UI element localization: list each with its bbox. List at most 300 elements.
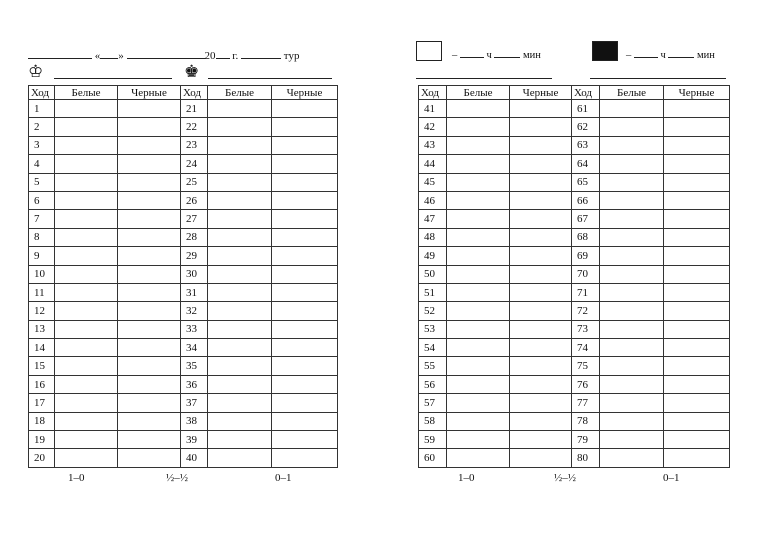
white-move-cell[interactable] <box>208 265 272 283</box>
black-hours-field[interactable] <box>634 48 658 58</box>
col-white: Белые <box>55 86 118 100</box>
black-move-cell[interactable] <box>272 136 338 154</box>
white-move-cell[interactable] <box>208 357 272 375</box>
white-move-cell[interactable] <box>208 431 272 449</box>
white-king-icon: ♔ <box>28 62 44 81</box>
col-white: Белые <box>208 86 272 100</box>
black-move-cell[interactable] <box>118 228 181 246</box>
move-number: 2 <box>29 118 55 136</box>
white-clock-time: – ч мин <box>452 50 541 61</box>
black-clock-time: – ч мин <box>626 50 715 61</box>
white-move-cell[interactable] <box>55 265 118 283</box>
white-move-cell[interactable] <box>55 375 118 393</box>
table-row <box>419 265 730 283</box>
table-row <box>29 283 338 301</box>
black-move-cell[interactable] <box>118 431 181 449</box>
move-number: 15 <box>29 357 55 375</box>
black-move-cell[interactable] <box>510 173 572 191</box>
black-move-cell[interactable] <box>510 265 572 283</box>
white-move-cell[interactable] <box>447 283 510 301</box>
black-move-cell[interactable] <box>272 449 338 467</box>
black-move-cell[interactable] <box>664 210 730 228</box>
move-number: 18 <box>29 412 55 430</box>
table-row <box>29 173 338 191</box>
table-row <box>29 191 338 209</box>
white-hours-field[interactable] <box>460 48 484 58</box>
white-move-cell[interactable] <box>208 302 272 320</box>
black-move-cell[interactable] <box>664 375 730 393</box>
table-row <box>29 394 338 412</box>
black-move-cell[interactable] <box>118 339 181 357</box>
move-number: 12 <box>29 302 55 320</box>
round-field[interactable] <box>241 47 281 59</box>
black-move-cell[interactable] <box>510 431 572 449</box>
move-number: 52 <box>419 302 447 320</box>
move-number: 67 <box>572 210 600 228</box>
white-move-cell[interactable] <box>600 412 664 430</box>
table-row <box>29 302 338 320</box>
white-move-cell[interactable] <box>55 118 118 136</box>
move-number: 39 <box>181 431 208 449</box>
black-move-cell[interactable] <box>272 155 338 173</box>
table-row <box>29 339 338 357</box>
col-black: Черные <box>118 86 181 100</box>
col-move: Ход <box>572 86 600 100</box>
white-move-cell[interactable] <box>55 247 118 265</box>
white-move-cell[interactable] <box>208 247 272 265</box>
move-number: 42 <box>419 118 447 136</box>
white-move-cell[interactable] <box>447 375 510 393</box>
round-label: тур <box>283 50 300 62</box>
move-number: 64 <box>572 155 600 173</box>
move-number: 62 <box>572 118 600 136</box>
move-number: 68 <box>572 228 600 246</box>
move-number: 16 <box>29 375 55 393</box>
result-white-wins[interactable]: 1–0 <box>458 472 475 484</box>
move-number: 74 <box>572 339 600 357</box>
table-row <box>419 412 730 430</box>
move-number: 23 <box>181 136 208 154</box>
black-move-cell[interactable] <box>664 265 730 283</box>
white-move-cell[interactable] <box>55 357 118 375</box>
black-move-cell[interactable] <box>118 118 181 136</box>
move-number: 80 <box>572 449 600 467</box>
white-move-cell[interactable] <box>208 191 272 209</box>
move-number: 27 <box>181 210 208 228</box>
black-move-cell[interactable] <box>272 320 338 338</box>
black-move-cell[interactable] <box>664 173 730 191</box>
black-move-cell[interactable] <box>664 357 730 375</box>
white-move-cell[interactable] <box>600 228 664 246</box>
white-move-cell[interactable] <box>600 320 664 338</box>
city-field[interactable] <box>28 47 92 59</box>
white-move-cell[interactable] <box>208 320 272 338</box>
black-move-cell[interactable] <box>118 412 181 430</box>
move-number: 41 <box>419 100 447 118</box>
black-player-field[interactable] <box>208 78 332 79</box>
black-move-cell[interactable] <box>510 228 572 246</box>
black-move-cell[interactable] <box>664 155 730 173</box>
scoresheet-table-right <box>418 85 730 468</box>
year-field[interactable] <box>216 47 230 59</box>
move-number: 22 <box>181 118 208 136</box>
white-move-cell[interactable] <box>208 375 272 393</box>
move-number: 30 <box>181 265 208 283</box>
black-move-cell[interactable] <box>272 412 338 430</box>
white-move-cell[interactable] <box>208 136 272 154</box>
move-number: 37 <box>181 394 208 412</box>
table-row <box>419 339 730 357</box>
move-number: 11 <box>29 283 55 301</box>
white-move-cell[interactable] <box>208 283 272 301</box>
white-move-cell[interactable] <box>55 302 118 320</box>
white-move-cell[interactable] <box>55 155 118 173</box>
black-move-cell[interactable] <box>272 173 338 191</box>
white-move-cell[interactable] <box>600 118 664 136</box>
white-move-cell[interactable] <box>55 191 118 209</box>
black-move-cell[interactable] <box>118 394 181 412</box>
move-number: 70 <box>572 265 600 283</box>
move-number: 45 <box>419 173 447 191</box>
table-row <box>29 228 338 246</box>
white-move-cell[interactable] <box>55 449 118 467</box>
move-number: 46 <box>419 191 447 209</box>
white-move-cell[interactable] <box>600 394 664 412</box>
move-number: 56 <box>419 375 447 393</box>
col-move: Ход <box>29 86 55 100</box>
black-move-cell[interactable] <box>510 191 572 209</box>
table-row <box>419 173 730 191</box>
table-row <box>419 118 730 136</box>
move-number: 77 <box>572 394 600 412</box>
white-move-cell[interactable] <box>208 100 272 118</box>
black-move-cell[interactable] <box>272 247 338 265</box>
black-move-cell[interactable] <box>664 449 730 467</box>
move-number: 61 <box>572 100 600 118</box>
white-move-cell[interactable] <box>600 283 664 301</box>
black-move-cell[interactable] <box>118 136 181 154</box>
table-row <box>29 210 338 228</box>
table-row <box>29 431 338 449</box>
white-move-cell[interactable] <box>447 228 510 246</box>
move-number: 34 <box>181 339 208 357</box>
white-move-cell[interactable] <box>600 155 664 173</box>
black-move-cell[interactable] <box>118 265 181 283</box>
white-move-cell[interactable] <box>447 118 510 136</box>
move-number: 5 <box>29 173 55 191</box>
table-row <box>419 283 730 301</box>
result-black-wins[interactable]: 0–1 <box>663 472 680 484</box>
table-row <box>29 320 338 338</box>
table-row <box>419 210 730 228</box>
black-move-cell[interactable] <box>118 247 181 265</box>
move-number: 69 <box>572 247 600 265</box>
move-number: 79 <box>572 431 600 449</box>
white-move-cell[interactable] <box>447 449 510 467</box>
white-move-cell[interactable] <box>55 136 118 154</box>
black-move-cell[interactable] <box>510 136 572 154</box>
white-move-cell[interactable] <box>447 265 510 283</box>
black-move-cell[interactable] <box>664 247 730 265</box>
white-move-cell[interactable] <box>600 357 664 375</box>
black-clock-box <box>592 41 618 61</box>
move-number: 65 <box>572 173 600 191</box>
day-field[interactable] <box>100 47 118 59</box>
white-clock-box <box>416 41 442 61</box>
black-move-cell[interactable] <box>272 394 338 412</box>
black-move-cell[interactable] <box>118 375 181 393</box>
year-suffix: г. <box>232 50 239 62</box>
black-move-cell[interactable] <box>118 100 181 118</box>
black-move-cell[interactable] <box>510 302 572 320</box>
white-move-cell[interactable] <box>600 191 664 209</box>
black-move-cell[interactable] <box>272 302 338 320</box>
white-move-cell[interactable] <box>55 339 118 357</box>
col-black: Черные <box>664 86 730 100</box>
white-move-cell[interactable] <box>600 339 664 357</box>
move-number: 53 <box>419 320 447 338</box>
move-number: 20 <box>29 449 55 467</box>
white-move-cell[interactable] <box>55 228 118 246</box>
white-move-cell[interactable] <box>447 357 510 375</box>
white-move-cell[interactable] <box>208 394 272 412</box>
move-number: 50 <box>419 265 447 283</box>
white-move-cell[interactable] <box>600 210 664 228</box>
black-move-cell[interactable] <box>118 302 181 320</box>
table-row <box>419 136 730 154</box>
white-move-cell[interactable] <box>447 302 510 320</box>
move-number: 1 <box>29 100 55 118</box>
white-move-cell[interactable] <box>447 412 510 430</box>
black-move-cell[interactable] <box>510 375 572 393</box>
black-move-cell[interactable] <box>272 210 338 228</box>
move-number: 6 <box>29 191 55 209</box>
white-move-cell[interactable] <box>208 173 272 191</box>
move-number: 59 <box>419 431 447 449</box>
black-king-icon: ♚ <box>184 62 200 81</box>
black-move-cell[interactable] <box>118 283 181 301</box>
black-move-cell[interactable] <box>510 394 572 412</box>
black-move-cell[interactable] <box>118 210 181 228</box>
white-move-cell[interactable] <box>600 100 664 118</box>
black-move-cell[interactable] <box>118 320 181 338</box>
move-number: 33 <box>181 320 208 338</box>
col-black: Черные <box>272 86 338 100</box>
black-move-cell[interactable] <box>664 394 730 412</box>
white-move-cell[interactable] <box>600 173 664 191</box>
black-move-cell[interactable] <box>664 228 730 246</box>
move-number: 25 <box>181 173 208 191</box>
result-white-wins[interactable]: 1–0 <box>68 472 85 484</box>
black-move-cell[interactable] <box>664 302 730 320</box>
black-move-cell[interactable] <box>510 100 572 118</box>
black-move-cell[interactable] <box>272 339 338 357</box>
move-number: 21 <box>181 100 208 118</box>
black-signature-field[interactable] <box>590 78 726 79</box>
white-minutes-field[interactable] <box>494 48 520 58</box>
white-move-cell[interactable] <box>600 136 664 154</box>
move-number: 35 <box>181 357 208 375</box>
move-number: 9 <box>29 247 55 265</box>
move-number: 49 <box>419 247 447 265</box>
white-move-cell[interactable] <box>447 247 510 265</box>
move-number: 60 <box>419 449 447 467</box>
move-number: 32 <box>181 302 208 320</box>
white-move-cell[interactable] <box>447 173 510 191</box>
col-move: Ход <box>419 86 447 100</box>
black-move-cell[interactable] <box>272 357 338 375</box>
month-field[interactable] <box>127 47 205 59</box>
move-number: 29 <box>181 247 208 265</box>
black-move-cell[interactable] <box>272 191 338 209</box>
table-row <box>419 449 730 467</box>
move-number: 8 <box>29 228 55 246</box>
black-move-cell[interactable] <box>118 449 181 467</box>
move-number: 73 <box>572 320 600 338</box>
result-draw[interactable]: ½–½ <box>554 472 576 484</box>
black-move-cell[interactable] <box>272 100 338 118</box>
black-move-cell[interactable] <box>510 412 572 430</box>
black-move-cell[interactable] <box>664 191 730 209</box>
white-move-cell[interactable] <box>447 320 510 338</box>
white-signature-field[interactable] <box>416 78 552 79</box>
white-move-cell[interactable] <box>208 449 272 467</box>
col-black: Черные <box>510 86 572 100</box>
table-row <box>419 394 730 412</box>
black-move-cell[interactable] <box>118 155 181 173</box>
white-move-cell[interactable] <box>600 449 664 467</box>
white-move-cell[interactable] <box>208 155 272 173</box>
white-player-field[interactable] <box>54 78 172 79</box>
white-move-cell[interactable] <box>208 210 272 228</box>
black-move-cell[interactable] <box>272 375 338 393</box>
move-number: 24 <box>181 155 208 173</box>
black-move-cell[interactable] <box>664 283 730 301</box>
white-move-cell[interactable] <box>600 247 664 265</box>
black-move-cell[interactable] <box>664 320 730 338</box>
black-move-cell[interactable] <box>510 118 572 136</box>
move-number: 63 <box>572 136 600 154</box>
move-number: 55 <box>419 357 447 375</box>
table-row <box>419 375 730 393</box>
col-move: Ход <box>181 86 208 100</box>
white-move-cell[interactable] <box>447 210 510 228</box>
black-move-cell[interactable] <box>118 173 181 191</box>
white-move-cell[interactable] <box>208 412 272 430</box>
move-number: 44 <box>419 155 447 173</box>
move-number: 66 <box>572 191 600 209</box>
white-move-cell[interactable] <box>55 394 118 412</box>
black-move-cell[interactable] <box>510 320 572 338</box>
move-number: 3 <box>29 136 55 154</box>
move-number: 40 <box>181 449 208 467</box>
white-move-cell[interactable] <box>55 320 118 338</box>
black-move-cell[interactable] <box>664 100 730 118</box>
white-move-cell[interactable] <box>55 283 118 301</box>
table-row <box>419 100 730 118</box>
black-move-cell[interactable] <box>272 228 338 246</box>
move-number: 48 <box>419 228 447 246</box>
result-black-wins[interactable]: 0–1 <box>275 472 292 484</box>
black-minutes-field[interactable] <box>668 48 694 58</box>
black-move-cell[interactable] <box>664 412 730 430</box>
table-row <box>29 412 338 430</box>
white-move-cell[interactable] <box>447 136 510 154</box>
white-move-cell[interactable] <box>208 228 272 246</box>
table-row <box>419 191 730 209</box>
black-move-cell[interactable] <box>272 265 338 283</box>
black-move-cell[interactable] <box>664 339 730 357</box>
black-move-cell[interactable] <box>510 449 572 467</box>
scoresheet-table-left <box>28 85 338 468</box>
black-move-cell[interactable] <box>272 118 338 136</box>
white-move-cell[interactable] <box>600 265 664 283</box>
table-row <box>419 431 730 449</box>
table-row <box>419 320 730 338</box>
quote-open: « <box>94 50 101 62</box>
move-number: 71 <box>572 283 600 301</box>
white-move-cell[interactable] <box>208 118 272 136</box>
white-move-cell[interactable] <box>600 375 664 393</box>
white-move-cell[interactable] <box>208 339 272 357</box>
black-move-cell[interactable] <box>118 191 181 209</box>
white-move-cell[interactable] <box>447 100 510 118</box>
result-draw[interactable]: ½–½ <box>166 472 188 484</box>
move-number: 36 <box>181 375 208 393</box>
black-move-cell[interactable] <box>510 210 572 228</box>
white-move-cell[interactable] <box>447 191 510 209</box>
white-move-cell[interactable] <box>55 210 118 228</box>
table-row <box>29 136 338 154</box>
left-page <box>0 0 372 540</box>
white-move-cell[interactable] <box>55 173 118 191</box>
table-row <box>29 247 338 265</box>
black-move-cell[interactable] <box>510 155 572 173</box>
white-move-cell[interactable] <box>447 394 510 412</box>
move-number: 14 <box>29 339 55 357</box>
black-move-cell[interactable] <box>664 431 730 449</box>
move-number: 7 <box>29 210 55 228</box>
white-move-cell[interactable] <box>600 302 664 320</box>
black-move-cell[interactable] <box>272 431 338 449</box>
move-number: 17 <box>29 394 55 412</box>
table-row <box>29 100 338 118</box>
white-move-cell[interactable] <box>55 100 118 118</box>
black-move-cell[interactable] <box>664 136 730 154</box>
black-move-cell[interactable] <box>272 283 338 301</box>
black-move-cell[interactable] <box>118 357 181 375</box>
black-move-cell[interactable] <box>510 247 572 265</box>
table-row <box>419 155 730 173</box>
move-number: 19 <box>29 431 55 449</box>
black-move-cell[interactable] <box>510 339 572 357</box>
black-move-cell[interactable] <box>510 357 572 375</box>
white-move-cell[interactable] <box>447 155 510 173</box>
move-number: 13 <box>29 320 55 338</box>
white-move-cell[interactable] <box>447 431 510 449</box>
move-number: 47 <box>419 210 447 228</box>
move-number: 75 <box>572 357 600 375</box>
move-number: 26 <box>181 191 208 209</box>
black-move-cell[interactable] <box>510 283 572 301</box>
white-move-cell[interactable] <box>55 412 118 430</box>
black-move-cell[interactable] <box>664 118 730 136</box>
move-number: 28 <box>181 228 208 246</box>
white-move-cell[interactable] <box>447 339 510 357</box>
col-white: Белые <box>600 86 664 100</box>
white-move-cell[interactable] <box>55 431 118 449</box>
white-move-cell[interactable] <box>600 431 664 449</box>
